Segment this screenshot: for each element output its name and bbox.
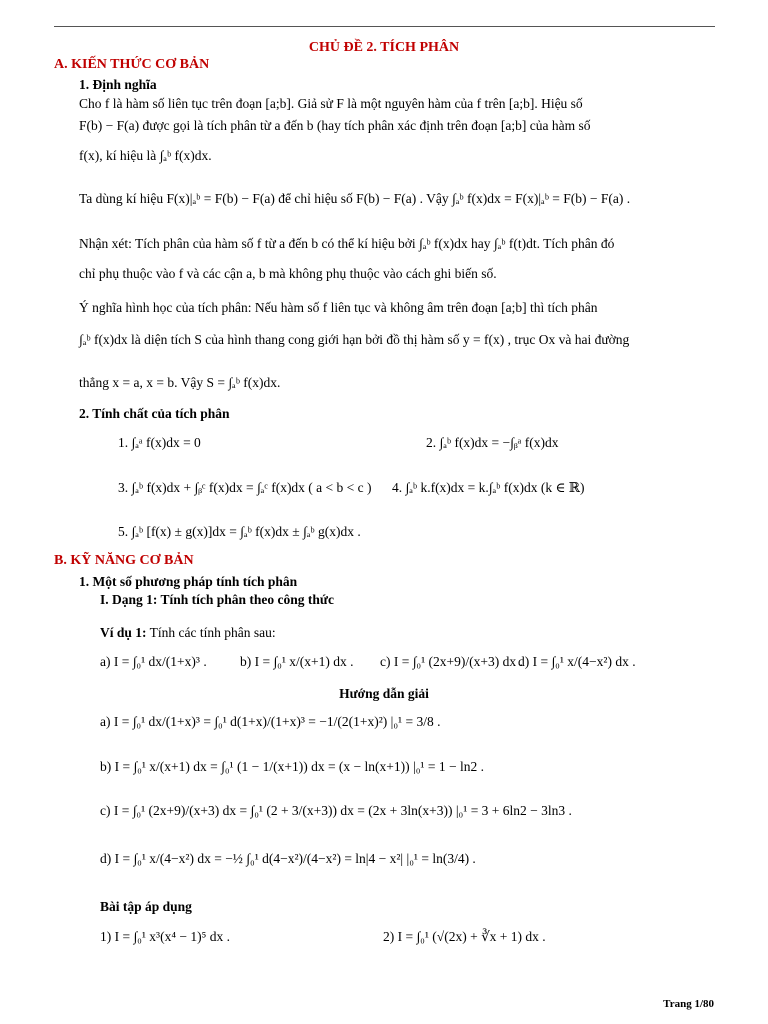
example-intro: [100, 625, 276, 641]
solution-heading: Hướng dẫn giải: [339, 686, 429, 701]
property-4: 4. ∫ₐᵇ k.f(x)dx = k.∫ₐᵇ f(x)dx (k ∈ ℝ): [392, 480, 585, 495]
definition-line-3: f(x), kí hiệu là ∫ₐᵇ f(x)dx.: [79, 148, 212, 163]
example-item-a: a) I = ∫₀¹ dx/(1+x)³ .: [100, 654, 207, 669]
geometry-line-2: ∫ₐᵇ f(x)dx là diện tích S của hình thang cong giới hạn bởi đồ thị hàm số y = f(x) , trục Ox và hai đường: [79, 332, 630, 347]
solution-b: b) I = ∫₀¹ x/(x+1) dx = ∫₀¹ (1 − 1/(x+1)) dx = (x − ln(x+1)) |₀¹ = 1 − ln2 .: [100, 759, 484, 774]
example-item-d: d) I = ∫₀¹ x/(4−x²) dx .: [518, 654, 636, 669]
solution-d: d) I = ∫₀¹ x/(4−x²) dx = −½ ∫₀¹ d(4−x²)/(4−x²) = ln|4 − x²| |₀¹ = ln(3/4) .: [100, 851, 476, 866]
exercise-2: 2) I = ∫₀¹ (√(2x) + ∛x + 1) dx .: [383, 929, 546, 944]
example-item-b: b) I = ∫₀¹ x/(x+1) dx .: [240, 654, 354, 669]
page-number: Trang 1/80: [663, 998, 714, 1010]
section-a-heading: A. KIẾN THỨC CƠ BẢN: [54, 57, 210, 72]
exercise-1: 1) I = ∫₀¹ x³(x⁴ − 1)⁵ dx .: [100, 929, 230, 944]
methods-heading: 1. Một số phương pháp tính tích phân: [79, 574, 298, 589]
solution-c: c) I = ∫₀¹ (2x+9)/(x+3) dx = ∫₀¹ (2 + 3/(x+3)) dx = (2x + 3ln(x+3)) |₀¹ = 3 + 6ln2 − 3ln3 .: [100, 803, 572, 818]
example-label: Ví dụ 1:: [100, 625, 147, 640]
definition-heading: 1. Định nghĩa: [79, 77, 157, 92]
example-item-c: c) I = ∫₀¹ (2x+9)/(x+3) dx .: [380, 654, 523, 669]
exercise-heading: Bài tập áp dụng: [100, 899, 192, 914]
geometry-line-1: Ý nghĩa hình học của tích phân: Nếu hàm số f liên tục và không âm trên đoạn [a;b] thì tích phân: [79, 300, 598, 315]
geometry-line-3: thẳng x = a, x = b. Vậy S = ∫ₐᵇ f(x)dx.: [79, 375, 281, 390]
top-rule: [54, 26, 715, 27]
type-1-heading: I. Dạng 1: Tính tích phân theo công thức: [100, 592, 335, 607]
solution-a: a) I = ∫₀¹ dx/(1+x)³ = ∫₀¹ d(1+x)/(1+x)³ = −1/(2(1+x)²) |₀¹ = 3/8 .: [100, 714, 441, 729]
properties-heading: 2. Tính chất của tích phân: [79, 406, 230, 421]
section-b-heading: B. KỸ NĂNG CƠ BẢN: [54, 553, 194, 568]
notation-line: Ta dùng kí hiệu F(x)|ₐᵇ = F(b) − F(a) để chỉ hiệu số F(b) − F(a) . Vậy ∫ₐᵇ f(x)dx = F(x)|ₐᵇ = F(b) − F(a) .: [79, 191, 631, 206]
definition-line-2: F(b) − F(a) được gọi là tích phân từ a đến b (hay tích phân xác định trên đoạn [a;b] của hàm số: [79, 118, 591, 133]
page-title: CHỦ ĐỀ 2. TÍCH PHÂN: [308, 40, 460, 55]
property-3: 3. ∫ₐᵇ f(x)dx + ∫ᵦᶜ f(x)dx = ∫ₐᶜ f(x)dx ( a < b < c ): [118, 480, 372, 495]
property-1: 1. ∫ₐᵃ f(x)dx = 0: [118, 435, 201, 450]
property-2: 2. ∫ₐᵇ f(x)dx = −∫ᵦᵃ f(x)dx: [426, 435, 559, 450]
remark-line-2: chỉ phụ thuộc vào f và các cận a, b mà không phụ thuộc vào cách ghi biến số.: [79, 266, 497, 281]
property-5: 5. ∫ₐᵇ [f(x) ± g(x)]dx = ∫ₐᵇ f(x)dx ± ∫ₐᵇ g(x)dx .: [118, 524, 361, 539]
example-text: Tính các tính phân sau:: [146, 625, 276, 640]
definition-line-1: Cho f là hàm số liên tục trên đoạn [a;b]. Giả sử F là một nguyên hàm của f trên [a;b]. Hiệu số: [79, 96, 583, 111]
remark-line-1: Nhận xét: Tích phân của hàm số f từ a đến b có thể kí hiệu bởi ∫ₐᵇ f(x)dx hay ∫ₐᵇ f(t)dt. Tích phân đó: [79, 236, 615, 251]
